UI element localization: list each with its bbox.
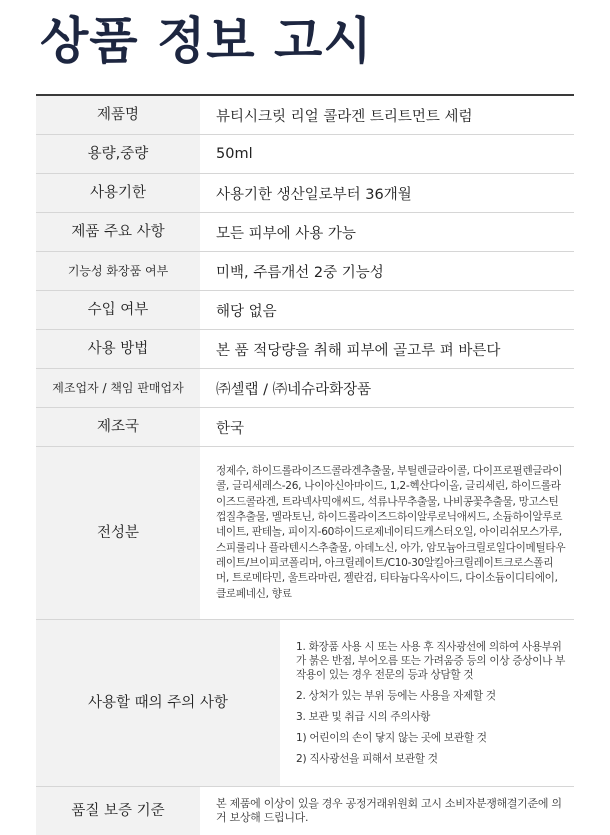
caution-item: 2) 직사광선을 피해서 보관할 것 [296, 753, 438, 765]
row-value: 미백, 주름개선 2중 기능성 [216, 264, 384, 281]
row-value: 본 품 적당량을 취해 피부에 골고루 펴 바른다 [216, 342, 501, 359]
product-info-table [36, 94, 574, 835]
row-value: 뷰티시크릿 리얼 콜라겐 트리트먼트 세럼 [216, 108, 473, 125]
caution-item: 3. 보관 및 취급 시의 주의사항 [296, 711, 431, 723]
row-key-notes [36, 213, 574, 252]
row-value: 한국 [216, 420, 245, 437]
row-warranty [36, 787, 574, 835]
row-label: 품질 보증 기준 [36, 787, 200, 835]
row-value: 해당 없음 [216, 303, 277, 320]
row-label: 전성분 [36, 447, 200, 619]
row-value: 50ml [216, 146, 253, 162]
row-label: 사용할 때의 주의 사항 [36, 620, 280, 786]
row-usage [36, 330, 574, 369]
row-value: 사용기한 생산일로부터 36개월 [216, 186, 412, 203]
row-label: 사용기한 [36, 174, 200, 212]
row-label: 수입 여부 [36, 291, 200, 329]
row-ingredients [36, 447, 574, 620]
row-label: 제조국 [36, 408, 200, 446]
cautions-list [296, 640, 566, 766]
row-import [36, 291, 574, 330]
caution-item: 1. 화장품 사용 시 또는 사용 후 직사광선에 의하여 사용부위가 붉은 반점, 부어오름 또는 가려움증 등의 이상 증상이나 부작용이 있는 경우 전문의 등과 상담할 것 [296, 641, 566, 681]
warranty-text: 본 제품에 이상이 있을 경우 공정거래위원회 고시 소비자분쟁해결기준에 의거 보상해 드립니다. [216, 796, 562, 824]
row-label: 사용 방법 [36, 330, 200, 368]
row-product-name [36, 96, 574, 135]
row-label: 제조업자 / 책임 판매업자 [36, 369, 200, 407]
ingredients-text: 정제수, 하이드롤라이즈드콜라겐추출물, 부틸렌글라이콜, 다이프로필렌글라이콜, 글리세레스-26, 나이아신아마이드, 1,2-헥산다이올, 글리세린, 하이드롤라이즈드콜라겐, 트라넥사믹애씨드, 석류나무추출물, 나비콩꽃추출물, 망고스틴껍질추출물, 멜라토닌, 하이드롤라이즈드하이알루로닉애씨드, 소듐하이알루로네이트, 판테놀, 피이지-60하이드로제네이티드캐스터오일, 아이리쉬모스가루, 스피룰리나 플라텐시스추출물, 아데노신, 아가, 암모늄아크릴로일다이메틸타우레이트/브이피코폴리머, 아크릴레이트/C10-30알킬아크릴레이트크로스폴리머, 트로메타민, 울트라마린, 젤란검, 티타늄다옥사이드, 다이소듐이디티에이, 클로페네신, 향료 [216, 465, 566, 600]
row-value: ㈜셀랩 / ㈜네슈라화장품 [216, 381, 372, 398]
row-label: 제품 주요 사항 [36, 213, 200, 251]
caution-item: 2. 상처가 있는 부위 등에는 사용을 자제할 것 [296, 690, 496, 702]
row-cautions [36, 620, 574, 787]
caution-item: 1) 어린이의 손이 닿지 않는 곳에 보관할 것 [296, 732, 487, 744]
row-value [280, 620, 574, 786]
row-label: 제품명 [36, 96, 200, 134]
row-expiry [36, 174, 574, 213]
row-manufacturer [36, 369, 574, 408]
row-label: 용량,중량 [36, 135, 200, 173]
row-country [36, 408, 574, 447]
row-label: 기능성 화장품 여부 [36, 252, 200, 290]
row-functional [36, 252, 574, 291]
page-title: 상품 정보 고시 [40, 12, 373, 70]
row-value: 모든 피부에 사용 가능 [216, 225, 356, 242]
row-volume [36, 135, 574, 174]
